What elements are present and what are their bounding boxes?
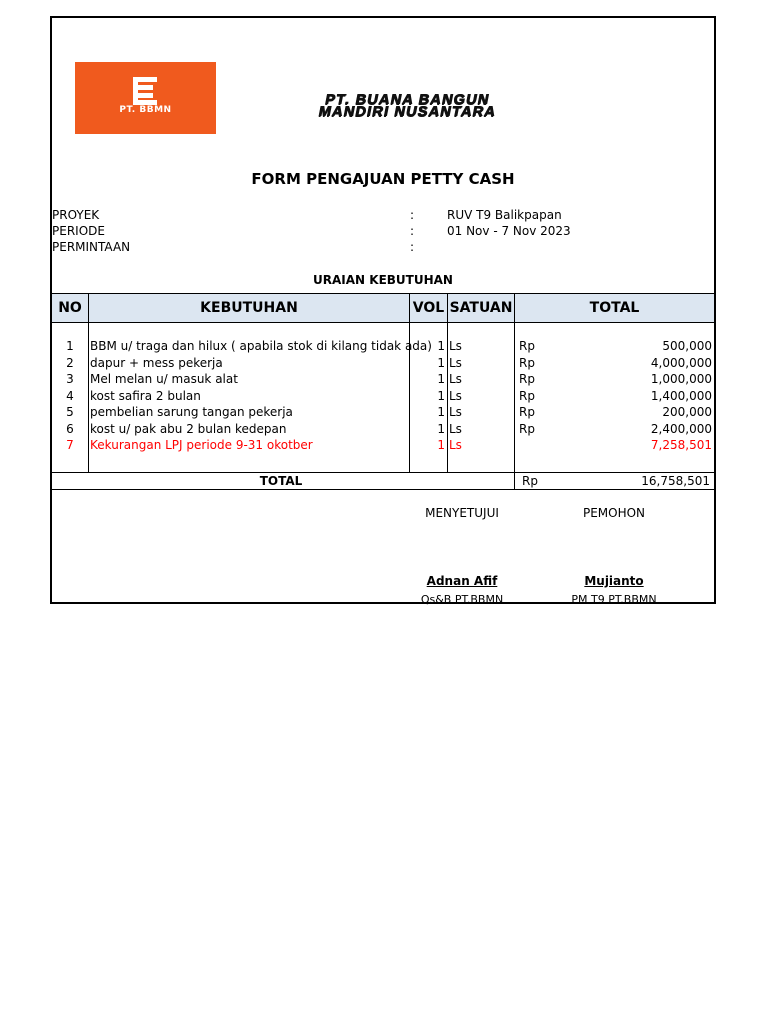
row-vol: 1 bbox=[437, 422, 445, 436]
meta-label: PERIODE bbox=[52, 224, 105, 238]
row-satuan: Ls bbox=[449, 405, 462, 419]
logo-text: PT. BBMN bbox=[119, 105, 172, 115]
row-currency: Rp bbox=[519, 356, 535, 370]
row-satuan: Ls bbox=[449, 339, 462, 353]
row-no: 6 bbox=[66, 422, 74, 436]
company-name-line2: MANDIRI NUSANTARA bbox=[318, 104, 496, 120]
row-kebutuhan: Mel melan u/ masuk alat bbox=[90, 372, 238, 386]
row-satuan: Ls bbox=[449, 422, 462, 436]
approver-role: MENYETUJUI bbox=[425, 506, 499, 520]
meta-colon: : bbox=[410, 208, 415, 222]
table-header bbox=[52, 293, 714, 323]
row-currency: Rp bbox=[519, 405, 535, 419]
row-kebutuhan: kost u/ pak abu 2 bulan kedepan bbox=[90, 422, 287, 436]
row-vol: 1 bbox=[437, 389, 445, 403]
row-no: 7 bbox=[66, 438, 74, 452]
row-kebutuhan: pembelian sarung tangan pekerja bbox=[90, 405, 293, 419]
table-row bbox=[52, 339, 714, 355]
row-satuan: Ls bbox=[449, 438, 462, 452]
section-title: URAIAN KEBUTUHAN bbox=[313, 273, 453, 287]
row-no: 3 bbox=[66, 372, 74, 386]
meta-colon: : bbox=[410, 240, 415, 254]
row-total: 1,000,000 bbox=[650, 372, 712, 386]
row-vol: 1 bbox=[437, 372, 445, 386]
row-total: 4,000,000 bbox=[650, 356, 712, 370]
table-row bbox=[52, 389, 714, 405]
applicant-name: Mujianto bbox=[584, 574, 644, 588]
company-logo bbox=[75, 62, 216, 134]
total-top-border bbox=[52, 472, 714, 473]
row-total: 7,258,501 bbox=[650, 438, 712, 452]
table-row-highlighted bbox=[52, 438, 714, 454]
row-no: 2 bbox=[66, 356, 74, 370]
total-label: TOTAL bbox=[259, 474, 303, 488]
bbmn-logo-icon bbox=[132, 76, 158, 106]
approver-name: Adnan Afif bbox=[426, 574, 498, 588]
header-total: TOTAL bbox=[589, 300, 640, 316]
row-kebutuhan: BBM u/ traga dan hilux ( apabila stok di kilang tidak ada) bbox=[90, 339, 432, 353]
table-row bbox=[52, 422, 714, 438]
row-total: 2,400,000 bbox=[650, 422, 712, 436]
row-vol: 1 bbox=[437, 339, 445, 353]
total-currency: Rp bbox=[522, 474, 538, 488]
petty-cash-form bbox=[50, 16, 716, 604]
row-satuan: Ls bbox=[449, 372, 462, 386]
row-kebutuhan: dapur + mess pekerja bbox=[90, 356, 223, 370]
applicant-role: PEMOHON bbox=[582, 506, 646, 520]
meta-colon: : bbox=[410, 224, 415, 238]
meta-label: PERMINTAAN bbox=[52, 240, 131, 254]
row-total: 200,000 bbox=[662, 405, 712, 419]
meta-value: 01 Nov - 7 Nov 2023 bbox=[447, 224, 571, 238]
row-kebutuhan: Kekurangan LPJ periode 9-31 okotber bbox=[90, 438, 313, 452]
meta-value: RUV T9 Balikpapan bbox=[447, 208, 562, 222]
row-currency: Rp bbox=[519, 372, 535, 386]
form-title: FORM PENGAJUAN PETTY CASH bbox=[251, 170, 515, 188]
header-kebutuhan: KEBUTUHAN bbox=[200, 300, 298, 316]
row-satuan: Ls bbox=[449, 356, 462, 370]
approver-position: Qs&B PT.BBMN bbox=[420, 593, 504, 606]
row-currency: Rp bbox=[519, 339, 535, 353]
header-vol: VOL bbox=[412, 300, 445, 316]
row-vol: 1 bbox=[437, 356, 445, 370]
total-bottom-border bbox=[52, 489, 714, 490]
row-no: 4 bbox=[66, 389, 74, 403]
header-satuan: SATUAN bbox=[449, 300, 513, 316]
table-row bbox=[52, 372, 714, 388]
total-value: 16,758,501 bbox=[641, 474, 710, 488]
row-currency: Rp bbox=[519, 422, 535, 436]
header-no: NO bbox=[58, 300, 82, 316]
row-satuan: Ls bbox=[449, 389, 462, 403]
row-vol: 1 bbox=[437, 438, 445, 452]
row-no: 5 bbox=[66, 405, 74, 419]
row-total: 1,400,000 bbox=[650, 389, 712, 403]
row-currency: Rp bbox=[519, 389, 535, 403]
row-no: 1 bbox=[66, 339, 74, 353]
row-kebutuhan: kost safira 2 bulan bbox=[90, 389, 201, 403]
row-total: 500,000 bbox=[662, 339, 712, 353]
meta-label: PROYEK bbox=[52, 208, 100, 222]
applicant-position: PM T9 PT.BBMN bbox=[571, 593, 657, 606]
company-name-line1: PT. BUANA BANGUN bbox=[324, 92, 490, 108]
row-vol: 1 bbox=[437, 405, 445, 419]
table-row bbox=[52, 405, 714, 421]
table-row bbox=[52, 356, 714, 372]
company-name bbox=[237, 94, 577, 118]
